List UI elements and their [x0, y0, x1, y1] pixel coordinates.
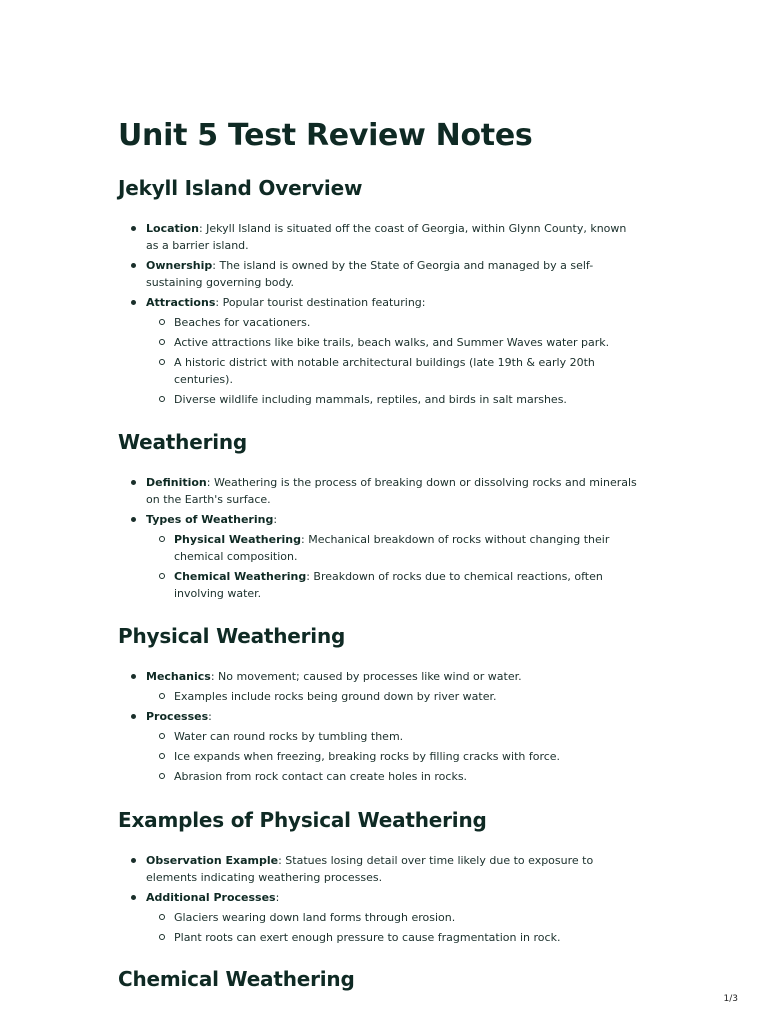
sub-list-item	[146, 688, 638, 705]
item-text: : No movement; caused by processes like wind or water.	[210, 670, 522, 683]
sub-item-text: Ice expands when freezing, breaking rocks by filling cracks with force.	[174, 750, 561, 763]
sub-list-item	[146, 748, 638, 765]
section-heading: Examples of Physical Weathering	[118, 808, 487, 832]
item-term: Observation Example	[146, 854, 279, 867]
section-weathering	[118, 430, 638, 605]
section-examples-of-physical-weathering	[118, 808, 638, 949]
sub-list-item	[146, 909, 638, 926]
sub-item-text: Abrasion from rock contact can create holes in rocks.	[174, 770, 468, 783]
sub-list-item	[146, 391, 638, 408]
item-term: Ownership	[146, 259, 213, 272]
item-text: :	[208, 710, 212, 723]
list-item	[118, 474, 638, 508]
item-text: : The island is owned by the State of Georgia and managed by a self-sustaining governing body.	[146, 259, 594, 289]
item-term: Attractions	[146, 296, 216, 309]
page-title: Unit 5 Test Review Notes	[118, 118, 533, 153]
item-term: Processes	[146, 710, 209, 723]
sub-item-text: Diverse wildlife including mammals, reptiles, and birds in salt marshes.	[174, 393, 567, 406]
sub-item-term: Chemical Weathering	[174, 570, 307, 583]
item-term: Location	[146, 222, 199, 235]
list-item	[118, 852, 638, 886]
sub-item-text: Plant roots can exert enough pressure to cause fragmentation in rock.	[174, 931, 561, 944]
section-heading: Weathering	[118, 430, 248, 454]
section-heading: Jekyll Island Overview	[118, 176, 363, 200]
list-item	[118, 668, 638, 705]
sub-item-term: Physical Weathering	[174, 533, 301, 546]
section-heading: Physical Weathering	[118, 624, 346, 648]
item-text: : Weathering is the process of breaking down or dissolving rocks and minerals on the Earth's surface.	[146, 476, 637, 506]
item-text: : Jekyll Island is situated off the coast of Georgia, within Glynn County, known as a barrier island.	[146, 222, 627, 252]
sub-item-text: : Mechanical breakdown of rocks without changing their chemical composition.	[174, 533, 610, 563]
sub-list-item	[146, 314, 638, 331]
sub-list	[146, 688, 638, 705]
sub-list	[146, 314, 638, 408]
item-term: Mechanics	[146, 670, 211, 683]
list-item	[118, 257, 638, 291]
sub-item-text: Examples include rocks being ground down by river water.	[174, 690, 497, 703]
list-item	[118, 294, 638, 408]
sub-list	[146, 909, 638, 946]
list-item	[118, 708, 638, 785]
bullet-list	[118, 474, 638, 602]
item-text: :	[273, 513, 278, 526]
sub-list-item	[146, 334, 638, 351]
list-item	[118, 511, 638, 602]
bullet-list	[118, 668, 638, 785]
sub-list-item	[146, 768, 638, 785]
item-term: Types of Weathering	[146, 513, 274, 526]
section-jekyll-island-overview	[118, 176, 638, 411]
item-term: Additional Processes	[146, 891, 276, 904]
list-item	[118, 889, 638, 946]
section-heading: Chemical Weathering	[118, 967, 355, 991]
section-chemical-weathering	[118, 967, 638, 991]
bullet-list	[118, 220, 638, 408]
page-number: 1/3	[723, 994, 738, 1004]
item-text: : Popular tourist destination featuring:	[215, 296, 426, 309]
item-text: :	[275, 891, 280, 904]
list-item	[118, 220, 638, 254]
sub-list-item	[146, 354, 638, 388]
sub-item-text: Beaches for vacationers.	[174, 316, 311, 329]
sub-item-text: : Breakdown of rocks due to chemical reactions, often involving water.	[174, 570, 603, 600]
sub-list	[146, 728, 638, 785]
sub-list	[146, 531, 638, 602]
bullet-list	[118, 852, 638, 946]
sub-item-text: Glaciers wearing down land forms through erosion.	[174, 911, 456, 924]
sub-list-item	[146, 568, 638, 602]
item-term: Definition	[146, 476, 207, 489]
sub-list-item	[146, 531, 638, 565]
sub-item-text: A historic district with notable architectural buildings (late 19th & early 20th centuries).	[174, 356, 595, 386]
item-text: : Statues losing detail over time likely due to exposure to elements indicating weathering processes.	[146, 854, 594, 884]
sub-list-item	[146, 728, 638, 745]
sub-list-item	[146, 929, 638, 946]
sub-item-text: Active attractions like bike trails, beach walks, and Summer Waves water park.	[174, 336, 610, 349]
sub-item-text: Water can round rocks by tumbling them.	[174, 730, 404, 743]
section-physical-weathering	[118, 624, 638, 788]
